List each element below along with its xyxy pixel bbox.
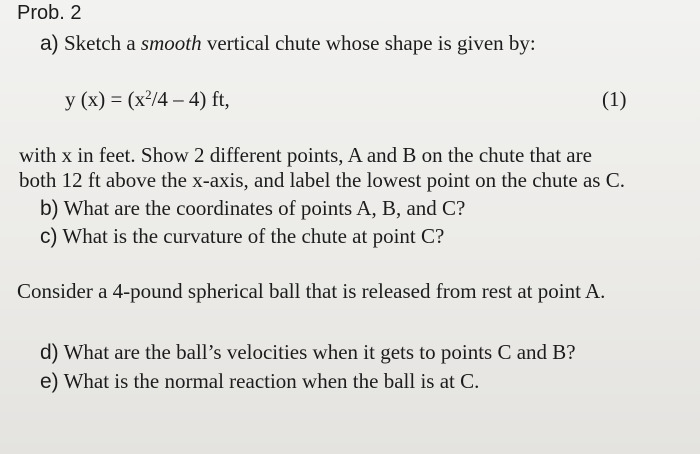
equation — [65, 87, 230, 112]
part-e-letter: e) — [40, 370, 59, 393]
part-a-letter: a) — [40, 32, 59, 55]
problem-heading: Prob. 2 — [17, 2, 82, 24]
part-a-text-after: vertical chute whose shape is given by: — [206, 31, 536, 55]
equation-exponent: 2 — [145, 87, 152, 102]
part-b-letter: b) — [40, 197, 59, 220]
part-a-text-before: Sketch a — [63, 31, 136, 55]
paragraph-line-2: both 12 ft above the x-axis, and label the lowest point on the chute as C. — [19, 168, 625, 192]
equation-lhs: y (x) = (x — [65, 87, 146, 111]
paragraph-line-1: with x in feet. Show 2 different points, A and B on the chute that are — [19, 143, 592, 167]
equation-rhs: /4 – 4) ft, — [151, 87, 230, 111]
consider-statement: Consider a 4-pound spherical ball that is released from rest at point A. — [17, 279, 606, 303]
part-c-letter: c) — [40, 225, 58, 248]
part-a — [40, 31, 536, 56]
part-d-letter: d) — [40, 341, 59, 364]
part-c — [40, 224, 444, 249]
part-c-text: What is the curvature of the chute at point C? — [62, 224, 445, 248]
part-b — [40, 196, 465, 221]
part-d-text: What are the ball’s velocities when it gets to points C and B? — [63, 340, 576, 364]
part-a-emphasis: smooth — [140, 31, 202, 55]
part-e — [40, 369, 479, 394]
equation-number: (1) — [602, 87, 627, 111]
part-d — [40, 340, 576, 365]
part-b-text: What are the coordinates of points A, B, and C? — [63, 196, 466, 220]
part-e-text: What is the normal reaction when the ball is at C. — [63, 369, 480, 393]
